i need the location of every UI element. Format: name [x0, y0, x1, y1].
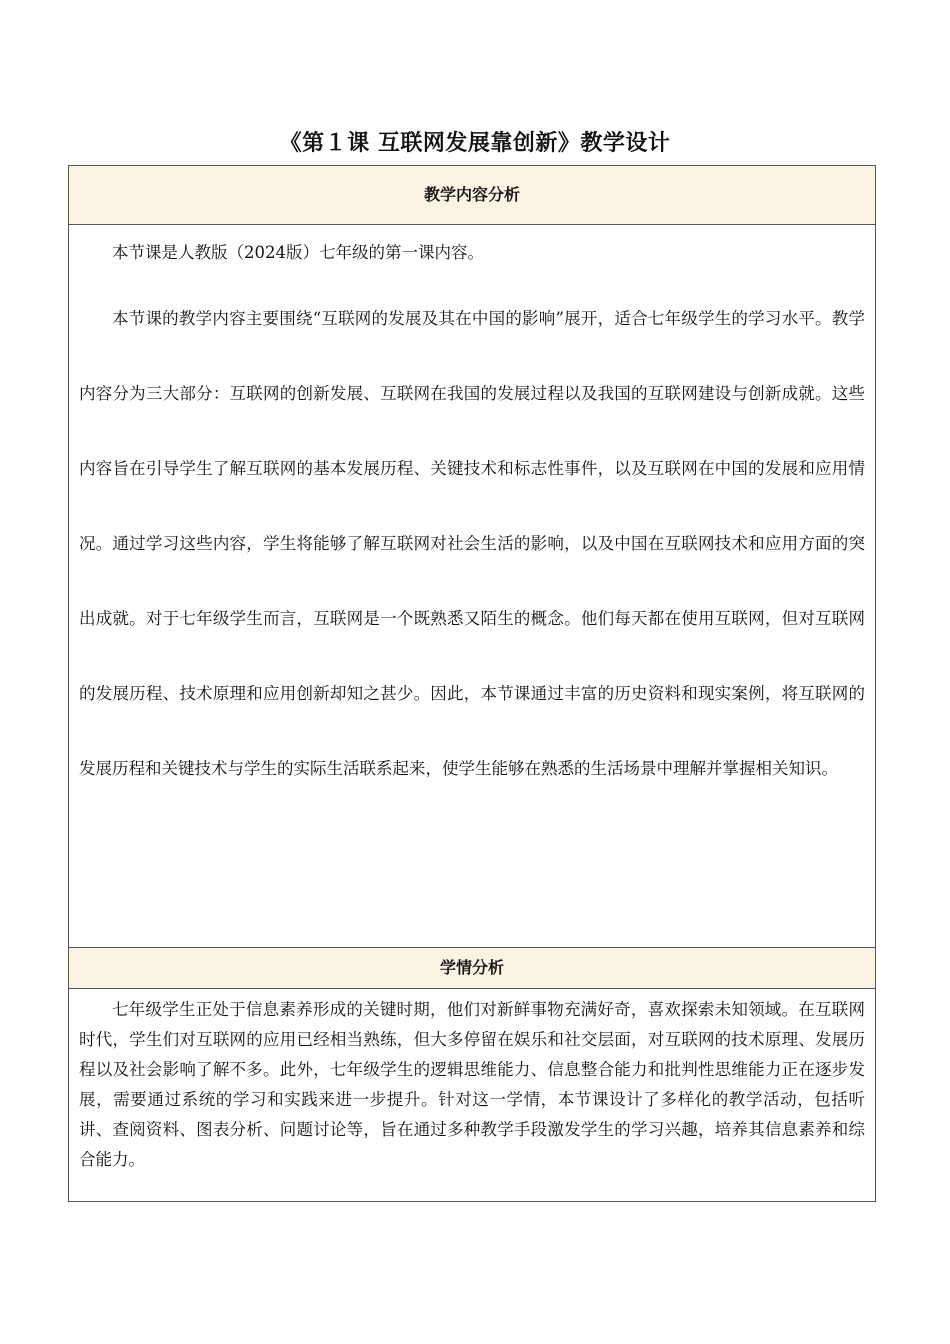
table-row: [69, 166, 876, 225]
content-analysis-paragraph-1: 本节课是人教版（2024版）七年级的第一课内容。: [112, 243, 484, 262]
content-analysis-cell: [69, 225, 876, 948]
lesson-design-table: [68, 165, 876, 1202]
table-row: [69, 948, 876, 989]
table-row: [69, 989, 876, 1202]
section-header-content-analysis: 教学内容分析: [69, 166, 876, 225]
document-title: 《第１课 互联网发展靠创新》教学设计: [279, 131, 671, 156]
content-analysis-paragraph-2: 本节课的教学内容主要围绕“互联网的发展及其在中国的影响”展开，适合七年级学生的学习水平。教学内容分为三大部分：互联网的创新发展、互联网在我国的发展过程以及我国的互联网建设与创新成就。这些内容旨在引导学生了解互联网的基本发展历程、关键技术和标志性事件，以及互联网在中国的发展和应用情况。通过学习这些内容，学生将能够了解互联网对社会生活的影响，以及中国在互联网技术和应用方面的突出成就。对于七年级学生而言，互联网是一个既熟悉又陌生的概念。他们每天都在使用互联网，但对互联网的发展历程、技术原理和应用创新却知之甚少。因此，本节课通过丰富的历史资料和现实案例，将互联网的发展历程和关键技术与学生的实际生活联系起来，使学生能够在熟悉的生活场景中理解并掌握相关知识。: [79, 309, 865, 778]
learner-analysis-paragraph: 七年级学生正处于信息素养形成的关键时期，他们对新鲜事物充满好奇，喜欢探索未知领域。在互联网时代，学生们对互联网的应用已经相当熟练，但大多停留在娱乐和社交层面，对互联网的技术原理、发展历程以及社会影响了解不多。此外，七年级学生的逻辑思维能力、信息整合能力和批判性思维能力正在逐步发展，需要通过系统的学习和实践来进一步提升。针对这一学情，本节课设计了多样化的教学活动，包括听讲、查阅资料、图表分析、问题讨论等，旨在通过多种教学手段激发学生的学习兴趣，培养其信息素养和综合能力。: [79, 1000, 865, 1169]
table-row: [69, 225, 876, 948]
learner-analysis-cell: [69, 989, 876, 1202]
section-header-learner-analysis: 学情分析: [69, 948, 876, 989]
